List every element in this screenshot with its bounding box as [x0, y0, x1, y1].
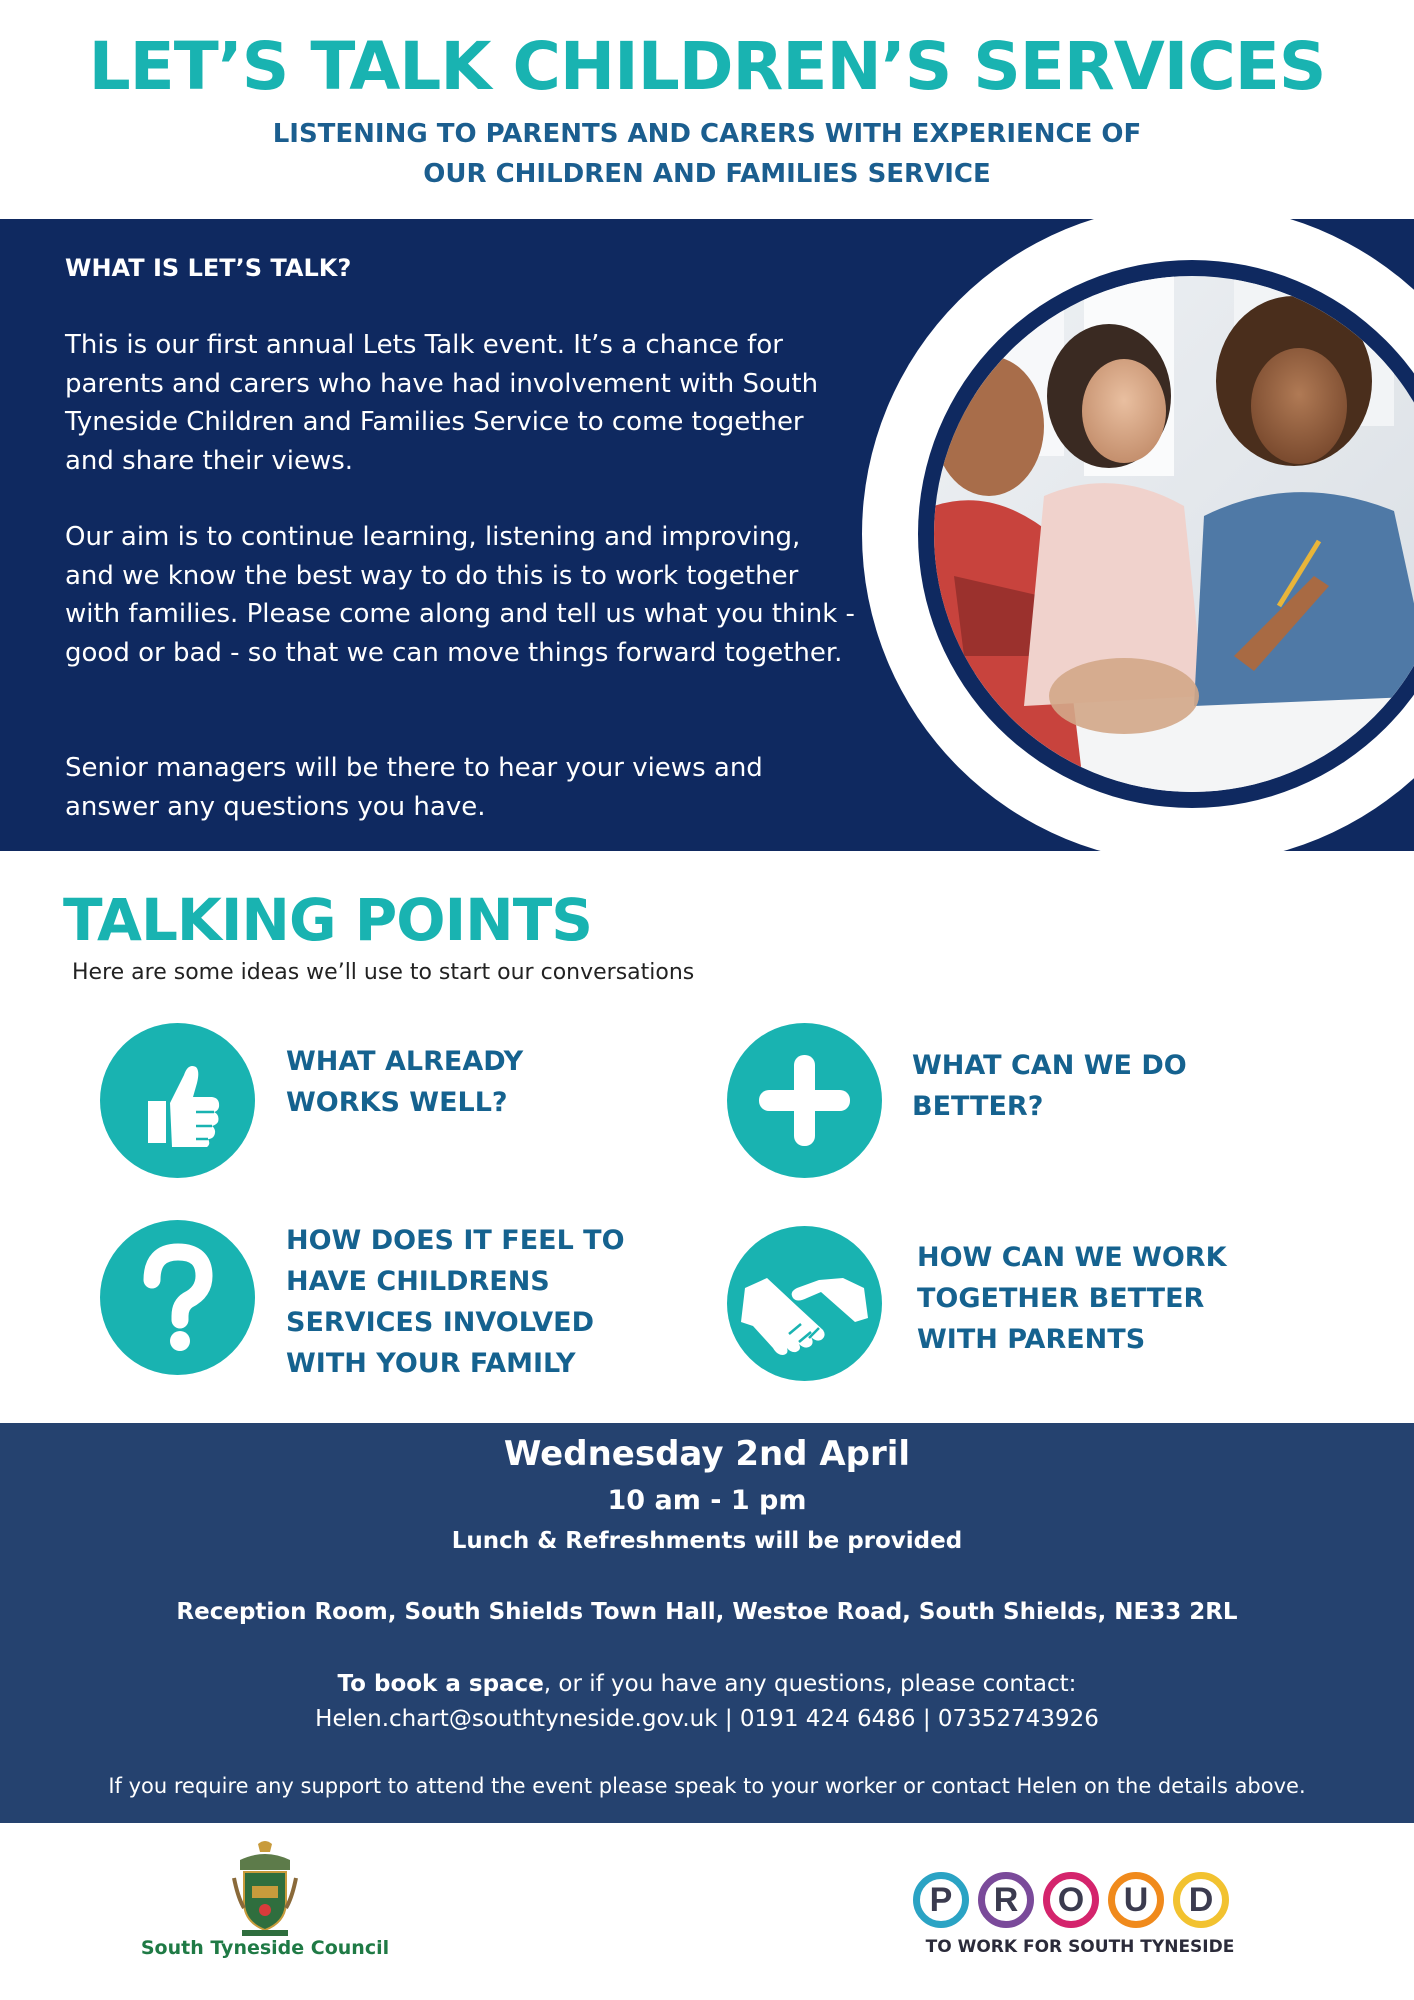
- intro-paragraph: Our aim is to continue learning, listening and improving, and we know the best way to do this is to work together with families. Please come along and tell us what you think - good or bad - so that we can move things forward together.: [65, 522, 855, 668]
- thumbs-up-icon: [100, 1023, 255, 1178]
- talking-point-label: [286, 1220, 625, 1384]
- talking-point-label: [286, 1041, 523, 1123]
- page-subtitle: [0, 114, 1414, 194]
- proud-letter-r: R: [978, 1872, 1034, 1928]
- proud-tagline: TO WORK FOR SOUTH TYNESIDE: [925, 1937, 1235, 1957]
- question-mark-icon: [100, 1220, 255, 1375]
- talking-point-line: WHAT ALREADY: [286, 1046, 524, 1077]
- proud-letter-u: U: [1108, 1872, 1164, 1928]
- talking-point-line: WITH YOUR FAMILY: [286, 1348, 576, 1379]
- event-venue: Reception Room, South Shields Town Hall, Westoe Road, South Shields, NE33 2RL: [176, 1599, 1238, 1625]
- subtitle-line: LISTENING TO PARENTS AND CARERS WITH EXPERIENCE OF: [272, 119, 1142, 149]
- talking-point-line: HAVE CHILDRENS: [286, 1266, 550, 1297]
- booking-bold: To book a space: [337, 1671, 544, 1697]
- talking-point-line: HOW DOES IT FEEL TO: [286, 1225, 625, 1256]
- talking-point-line: HOW CAN WE WORK: [917, 1242, 1227, 1273]
- talking-points-intro: Here are some ideas we’ll use to start our conversations: [72, 960, 695, 985]
- handshake-icon: [727, 1226, 882, 1381]
- proud-letter-d: D: [1173, 1872, 1229, 1928]
- intro-paragraph: Senior managers will be there to hear your views and answer any questions you have.: [65, 753, 763, 822]
- talking-points-heading: TALKING POINTS: [63, 886, 593, 954]
- plus-icon: [727, 1023, 882, 1178]
- proud-letter-p: P: [913, 1872, 969, 1928]
- talking-point-label: [912, 1045, 1187, 1127]
- talking-point-line: WORKS WELL?: [286, 1087, 508, 1118]
- subtitle-line: OUR CHILDREN AND FAMILIES SERVICE: [423, 159, 991, 189]
- page-title: LET’S TALK CHILDREN’S SERVICES: [88, 28, 1326, 105]
- intro-paragraph: This is our first annual Lets Talk event. It’s a chance for parents and carers who have had involvement with South Tyneside Children and Families Service to come together and share their views.: [65, 330, 819, 476]
- contact-details: Helen.chart@southtyneside.gov.uk | 0191 424 6486 | 07352743926: [315, 1706, 1099, 1732]
- booking-rest: , or if you have any questions, please contact:: [543, 1671, 1077, 1697]
- support-note: If you require any support to attend the event please speak to your worker or contact Helen on the details above.: [108, 1774, 1306, 1798]
- intro-heading: WHAT IS LET’S TALK?: [65, 254, 352, 282]
- event-lunch-note: Lunch & Refreshments will be provided: [451, 1528, 963, 1554]
- proud-letter-o: O: [1043, 1872, 1099, 1928]
- event-date: Wednesday 2nd April: [503, 1434, 911, 1474]
- talking-point-line: SERVICES INVOLVED: [286, 1307, 594, 1338]
- booking-info: [0, 1671, 1414, 1697]
- talking-point-line: TOGETHER BETTER: [917, 1283, 1205, 1314]
- council-name: South Tyneside Council: [140, 1937, 390, 1959]
- talking-point-line: BETTER?: [912, 1091, 1044, 1122]
- event-time: 10 am - 1 pm: [607, 1485, 807, 1516]
- talking-point-label: [917, 1237, 1227, 1360]
- talking-point-line: WHAT CAN WE DO: [912, 1050, 1187, 1081]
- council-crest-logo: [230, 1838, 300, 1938]
- talking-point-line: WITH PARENTS: [917, 1324, 1146, 1355]
